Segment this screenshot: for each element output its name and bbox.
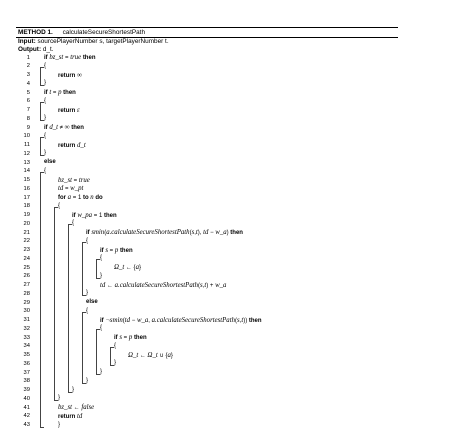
block-bracket xyxy=(110,347,117,367)
block-bracket xyxy=(68,224,75,393)
input-line xyxy=(16,38,398,46)
code-line: Ω_t ← Ω_t ∪ {a} xyxy=(128,351,173,359)
line-number: 26 xyxy=(23,273,30,280)
code-line: if s = p then xyxy=(100,246,133,254)
code-line: if s = p then xyxy=(114,334,147,341)
line-number: 18 xyxy=(23,203,30,210)
code-line: Ω_t ← {a} xyxy=(114,264,141,271)
line-number: 10 xyxy=(23,133,30,140)
line-number: 6 xyxy=(26,98,30,105)
line-number: 7 xyxy=(26,107,30,113)
block-bracket xyxy=(96,329,103,375)
block-bracket xyxy=(40,172,44,428)
code-line: { xyxy=(58,202,61,209)
code-line: } xyxy=(44,80,47,87)
code-line: { xyxy=(86,307,89,314)
line-number: 15 xyxy=(23,177,30,183)
code-line: { xyxy=(44,132,47,139)
code-line: } xyxy=(44,115,47,122)
code-line: bz_st = true xyxy=(58,176,90,184)
code-line: } xyxy=(72,386,75,393)
code-line: return ∞ xyxy=(58,71,82,79)
block-bracket xyxy=(54,207,61,402)
line-number: 20 xyxy=(23,220,30,227)
line-number: 19 xyxy=(23,212,30,218)
line-number: 28 xyxy=(23,290,30,297)
line-number: 21 xyxy=(23,229,30,236)
code-line: { xyxy=(44,62,47,69)
line-number: 40 xyxy=(23,395,30,402)
code-line: } xyxy=(58,421,61,428)
output-text: d_t. xyxy=(42,46,54,53)
line-number: 43 xyxy=(23,422,30,428)
block-bracket xyxy=(96,259,103,279)
code-line: else xyxy=(86,299,98,305)
code-line: { xyxy=(72,220,75,227)
line-number: 39 xyxy=(23,387,30,393)
line-number: 33 xyxy=(23,334,30,341)
line-number: 24 xyxy=(23,255,30,262)
output-line xyxy=(16,46,398,54)
line-number: 38 xyxy=(23,378,30,385)
code-line: { xyxy=(114,342,117,349)
algorithm-listing xyxy=(16,27,398,434)
line-number: 14 xyxy=(23,168,30,175)
line-number: 42 xyxy=(23,413,30,420)
code-line: } xyxy=(114,360,117,367)
line-number: 22 xyxy=(23,238,30,245)
line-number: 34 xyxy=(23,343,30,350)
function-name: calculateSecureShortestPath xyxy=(62,29,145,36)
line-number: 41 xyxy=(23,404,30,411)
code-line: { xyxy=(86,237,89,244)
line-number: 27 xyxy=(23,282,30,288)
code-line: if t = p then xyxy=(44,89,76,96)
method-title xyxy=(16,28,398,37)
code-line: return d_t xyxy=(58,141,86,149)
line-number: 3 xyxy=(26,72,30,78)
code-line: } xyxy=(86,290,89,297)
code-line: td = w_pt xyxy=(58,185,84,193)
code-line: return ε xyxy=(58,106,80,114)
line-number: 11 xyxy=(23,142,30,148)
code-line: { xyxy=(44,167,47,174)
code-line: if w_pa = 1 then xyxy=(72,211,117,219)
line-number: 16 xyxy=(23,185,30,192)
code-line: { xyxy=(100,325,103,332)
input-text: sourcePlayerNumber s, targetPlayerNumber t. xyxy=(37,38,169,45)
code-line: } xyxy=(86,377,89,384)
line-number: 12 xyxy=(23,150,30,157)
code-line: } xyxy=(44,150,47,157)
block-bracket xyxy=(82,312,89,384)
line-number: 17 xyxy=(23,194,30,201)
block-bracket xyxy=(82,242,89,297)
code-line: return td xyxy=(58,412,83,420)
line-number: 25 xyxy=(23,264,30,271)
line-number: 35 xyxy=(23,352,30,358)
code-line: { xyxy=(100,255,103,262)
method-label: METHOD 1. xyxy=(18,29,53,36)
block-bracket xyxy=(40,67,47,87)
line-number: 5 xyxy=(26,89,30,96)
code-line: } xyxy=(58,395,61,402)
line-number: 29 xyxy=(23,299,30,306)
line-number: 36 xyxy=(23,360,30,367)
code-line: if d_t ≠ ∞ then xyxy=(44,124,84,131)
line-number: 2 xyxy=(26,63,30,70)
line-number: 32 xyxy=(23,325,30,332)
code-line: } xyxy=(100,272,103,279)
code-line: if ¬smin(td − w_a, a.calculateSecureShortestPath(s,t)) then xyxy=(100,316,262,324)
code-line: { xyxy=(44,97,47,104)
line-number: 9 xyxy=(26,124,30,131)
line-number: 4 xyxy=(26,80,30,87)
line-number: 37 xyxy=(23,369,30,376)
code-line: else xyxy=(44,159,56,165)
code-body xyxy=(16,54,398,434)
line-number: 13 xyxy=(23,159,30,166)
code-line: if smin(a.calculateSecureShortestPath(s,t), td − w_a) then xyxy=(86,229,243,236)
code-line: } xyxy=(100,369,103,375)
line-number: 30 xyxy=(23,308,30,315)
line-number: 31 xyxy=(23,317,30,323)
code-line: td ← a.calculateSecureShortestPath(s,t) + w_a xyxy=(100,281,227,289)
line-number: 8 xyxy=(26,115,30,122)
code-line: bz_st ← false xyxy=(58,404,95,411)
code-line: if bz_st = true then xyxy=(44,54,96,61)
line-number: 1 xyxy=(26,54,30,61)
input-label: Input: xyxy=(18,38,36,45)
output-label: Output: xyxy=(18,46,42,53)
code-line: for a = 1 to n do xyxy=(58,194,103,201)
block-bracket xyxy=(40,102,47,122)
line-number: 23 xyxy=(23,247,30,253)
block-bracket xyxy=(40,137,47,157)
